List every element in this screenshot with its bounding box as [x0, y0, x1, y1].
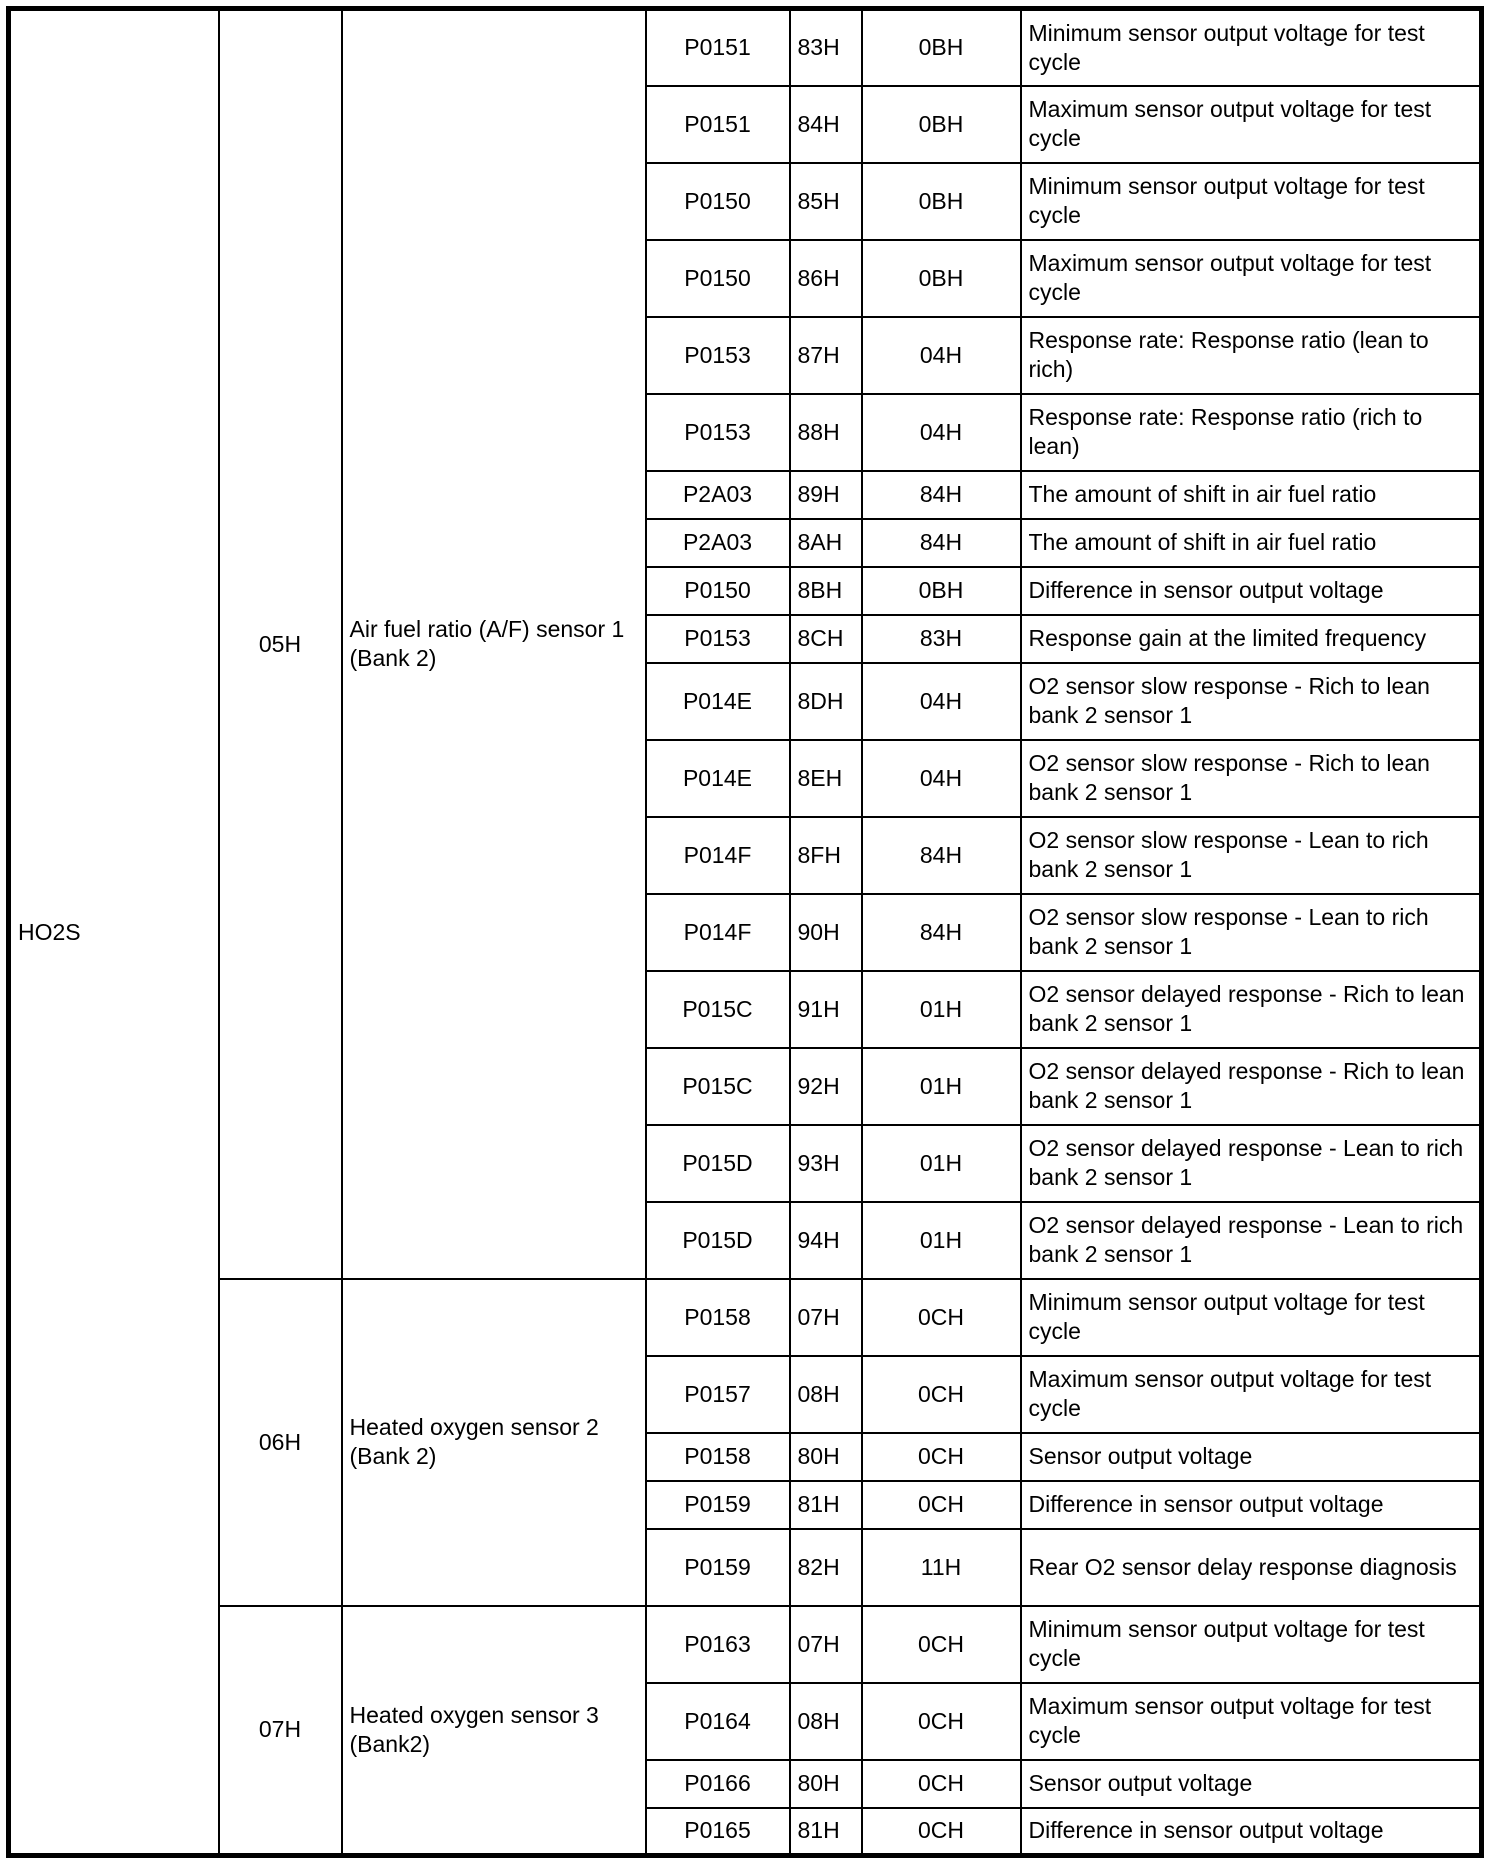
dtc-cell: P0159: [646, 1529, 790, 1606]
unit-scaling-cell: 0CH: [862, 1606, 1021, 1683]
component-id-cell: 8EH: [790, 740, 862, 817]
unit-scaling-cell: 04H: [862, 394, 1021, 471]
unit-scaling-cell: 04H: [862, 740, 1021, 817]
component-id-cell: 8CH: [790, 615, 862, 663]
description-cell: Sensor output voltage: [1021, 1760, 1482, 1808]
description-cell: O2 sensor slow response - Rich to lean bank 2 sensor 1: [1021, 740, 1482, 817]
component-id-cell: 93H: [790, 1125, 862, 1202]
component-id-cell: 84H: [790, 86, 862, 163]
unit-scaling-cell: 83H: [862, 615, 1021, 663]
description-cell: O2 sensor slow response - Lean to rich bank 2 sensor 1: [1021, 817, 1482, 894]
description-cell: Minimum sensor output voltage for test cycle: [1021, 1279, 1482, 1356]
dtc-cell: P0164: [646, 1683, 790, 1760]
monitor-test-table: [6, 6, 1484, 1858]
component-cell: Heated oxygen sensor 3 (Bank2): [342, 1606, 646, 1856]
component-id-cell: 8DH: [790, 663, 862, 740]
unit-scaling-cell: 0CH: [862, 1808, 1021, 1856]
dtc-cell: P0157: [646, 1356, 790, 1433]
table-row: [9, 1606, 1482, 1683]
dtc-cell: P0153: [646, 317, 790, 394]
unit-scaling-cell: 0CH: [862, 1433, 1021, 1481]
system-cell: HO2S: [9, 9, 219, 1856]
description-cell: Sensor output voltage: [1021, 1433, 1482, 1481]
component-id-cell: 86H: [790, 240, 862, 317]
dtc-cell: P0151: [646, 86, 790, 163]
description-cell: Minimum sensor output voltage for test cycle: [1021, 9, 1482, 86]
description-cell: Response rate: Response ratio (lean to rich): [1021, 317, 1482, 394]
dtc-cell: P014E: [646, 740, 790, 817]
description-cell: Minimum sensor output voltage for test cycle: [1021, 1606, 1482, 1683]
description-cell: Response gain at the limited frequency: [1021, 615, 1482, 663]
unit-scaling-cell: 0CH: [862, 1481, 1021, 1529]
dtc-cell: P014F: [646, 817, 790, 894]
unit-scaling-cell: 84H: [862, 894, 1021, 971]
component-id-cell: 08H: [790, 1356, 862, 1433]
test-id-cell: 06H: [219, 1279, 342, 1606]
description-cell: Response rate: Response ratio (rich to lean): [1021, 394, 1482, 471]
unit-scaling-cell: 0CH: [862, 1356, 1021, 1433]
component-id-cell: 88H: [790, 394, 862, 471]
component-id-cell: 91H: [790, 971, 862, 1048]
component-id-cell: 8FH: [790, 817, 862, 894]
description-cell: Rear O2 sensor delay response diagnosis: [1021, 1529, 1482, 1606]
dtc-cell: P014E: [646, 663, 790, 740]
dtc-cell: P0150: [646, 567, 790, 615]
dtc-cell: P0159: [646, 1481, 790, 1529]
component-id-cell: 89H: [790, 471, 862, 519]
description-cell: The amount of shift in air fuel ratio: [1021, 471, 1482, 519]
component-id-cell: 87H: [790, 317, 862, 394]
description-cell: O2 sensor delayed response - Lean to rich bank 2 sensor 1: [1021, 1125, 1482, 1202]
unit-scaling-cell: 0CH: [862, 1683, 1021, 1760]
component-id-cell: 94H: [790, 1202, 862, 1279]
description-cell: Maximum sensor output voltage for test cycle: [1021, 240, 1482, 317]
component-cell: Air fuel ratio (A/F) sensor 1 (Bank 2): [342, 9, 646, 1279]
table-row: [9, 1279, 1482, 1356]
dtc-cell: P015C: [646, 971, 790, 1048]
component-id-cell: 81H: [790, 1481, 862, 1529]
test-id-cell: 07H: [219, 1606, 342, 1856]
unit-scaling-cell: 84H: [862, 817, 1021, 894]
component-id-cell: 80H: [790, 1760, 862, 1808]
unit-scaling-cell: 0BH: [862, 163, 1021, 240]
component-cell: Heated oxygen sensor 2 (Bank 2): [342, 1279, 646, 1606]
component-id-cell: 83H: [790, 9, 862, 86]
description-cell: Difference in sensor output voltage: [1021, 1481, 1482, 1529]
unit-scaling-cell: 01H: [862, 1048, 1021, 1125]
component-id-cell: 90H: [790, 894, 862, 971]
component-id-cell: 07H: [790, 1606, 862, 1683]
component-id-cell: 85H: [790, 163, 862, 240]
unit-scaling-cell: 0CH: [862, 1279, 1021, 1356]
description-cell: Difference in sensor output voltage: [1021, 567, 1482, 615]
component-id-cell: 8BH: [790, 567, 862, 615]
table-row: [9, 9, 1482, 86]
description-cell: O2 sensor delayed response - Rich to lean bank 2 sensor 1: [1021, 1048, 1482, 1125]
dtc-cell: P0153: [646, 615, 790, 663]
component-id-cell: 81H: [790, 1808, 862, 1856]
unit-scaling-cell: 0BH: [862, 567, 1021, 615]
description-cell: Maximum sensor output voltage for test cycle: [1021, 1683, 1482, 1760]
dtc-cell: P0153: [646, 394, 790, 471]
table-body: [9, 9, 1482, 1856]
dtc-cell: P2A03: [646, 471, 790, 519]
unit-scaling-cell: 04H: [862, 663, 1021, 740]
unit-scaling-cell: 11H: [862, 1529, 1021, 1606]
dtc-cell: P0151: [646, 9, 790, 86]
unit-scaling-cell: 01H: [862, 1202, 1021, 1279]
description-cell: The amount of shift in air fuel ratio: [1021, 519, 1482, 567]
unit-scaling-cell: 04H: [862, 317, 1021, 394]
component-id-cell: 82H: [790, 1529, 862, 1606]
unit-scaling-cell: 0BH: [862, 86, 1021, 163]
component-id-cell: 8AH: [790, 519, 862, 567]
unit-scaling-cell: 01H: [862, 971, 1021, 1048]
unit-scaling-cell: 0CH: [862, 1760, 1021, 1808]
unit-scaling-cell: 0BH: [862, 240, 1021, 317]
component-id-cell: 08H: [790, 1683, 862, 1760]
dtc-cell: P015C: [646, 1048, 790, 1125]
component-id-cell: 92H: [790, 1048, 862, 1125]
component-id-cell: 80H: [790, 1433, 862, 1481]
description-cell: O2 sensor delayed response - Rich to lean bank 2 sensor 1: [1021, 971, 1482, 1048]
unit-scaling-cell: 84H: [862, 519, 1021, 567]
description-cell: Minimum sensor output voltage for test cycle: [1021, 163, 1482, 240]
description-cell: O2 sensor delayed response - Lean to rich bank 2 sensor 1: [1021, 1202, 1482, 1279]
unit-scaling-cell: 84H: [862, 471, 1021, 519]
dtc-cell: P0166: [646, 1760, 790, 1808]
dtc-cell: P0163: [646, 1606, 790, 1683]
dtc-cell: P0150: [646, 240, 790, 317]
dtc-cell: P0158: [646, 1433, 790, 1481]
dtc-cell: P015D: [646, 1202, 790, 1279]
test-id-cell: 05H: [219, 9, 342, 1279]
unit-scaling-cell: 0BH: [862, 9, 1021, 86]
dtc-cell: P0165: [646, 1808, 790, 1856]
dtc-cell: P014F: [646, 894, 790, 971]
unit-scaling-cell: 01H: [862, 1125, 1021, 1202]
dtc-cell: P2A03: [646, 519, 790, 567]
dtc-cell: P015D: [646, 1125, 790, 1202]
description-cell: Maximum sensor output voltage for test cycle: [1021, 86, 1482, 163]
description-cell: O2 sensor slow response - Lean to rich bank 2 sensor 1: [1021, 894, 1482, 971]
description-cell: Maximum sensor output voltage for test cycle: [1021, 1356, 1482, 1433]
description-cell: Difference in sensor output voltage: [1021, 1808, 1482, 1856]
component-id-cell: 07H: [790, 1279, 862, 1356]
description-cell: O2 sensor slow response - Rich to lean bank 2 sensor 1: [1021, 663, 1482, 740]
dtc-cell: P0158: [646, 1279, 790, 1356]
dtc-cell: P0150: [646, 163, 790, 240]
